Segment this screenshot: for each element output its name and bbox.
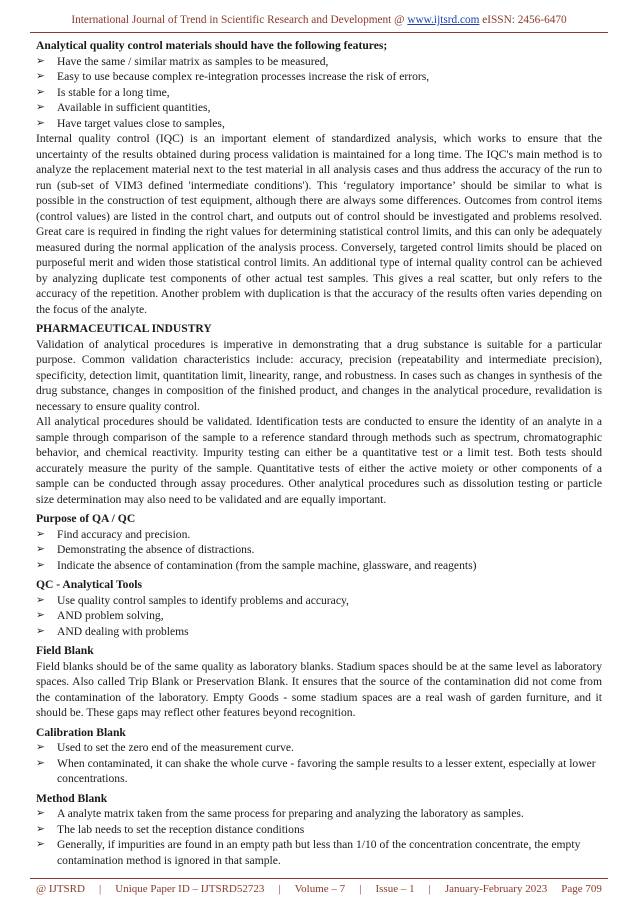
list-item [36,806,602,822]
field-blank-heading: Field Blank [36,644,94,657]
tools-list [36,593,602,640]
pharma-heading: PHARMACEUTICAL INDUSTRY [36,322,212,335]
list-item [36,608,602,624]
field-blank-paragraph: Field blanks should be of the same quality as laboratory blanks. Stadium spaces should be at the same level as laboratory spaces. Also called Trip Blank or Preservation Blank. It ensures that the source of the contamination did not come from the contamination of the laboratory. Empty Goods - some stadium spaces are a real wash of garden furniture, and it should be. These gaps may reflect other features beyond recognition. [36,659,602,719]
footer-issue: Issue – 1 [375,883,415,895]
arrow-bullet-icon: ➢ [36,742,45,753]
list-item [36,542,602,558]
list-item [36,69,602,85]
footer-volume: Volume – 7 [294,883,346,895]
list-item-text: Used to set the zero end of the measurement curve. [57,741,294,754]
pharma-paragraph-1: Validation of analytical procedures is imperative in demonstrating that a drug substance is suitable for a particular purpose. Common validation characteristics include: accuracy, precision (repeatability and intermediate precision), specificity, detection limit, quantitation limit, linearity, range, and robustness. In cases such as changes in synthesis of the drug substance, changes in composition of the finished product, and changes in the analytical procedure, revalidation is necessary to ensure quality control. [36,337,602,413]
main-content [36,38,602,868]
list-item-text: Available in sufficient quantities, [57,101,211,114]
arrow-bullet-icon: ➢ [36,823,45,835]
list-item-text: Demonstrating the absence of distractions. [57,543,255,556]
journal-name: International Journal of Trend in Scientific Research and Development @ [71,14,408,26]
arrow-bullet-icon: ➢ [36,610,45,621]
arrow-bullet-icon: ➢ [36,559,45,571]
list-item-text: When contaminated, it can shake the whole curve - favoring the sample results to a lesser extent, especially at lower concentrations. [57,756,596,785]
arrow-bullet-icon: ➢ [36,594,45,606]
iqc-paragraph: Internal quality control (IQC) is an important element of standardized analysis, which works to ensure that the uncertainty of the results obtained during process validation is maintained for a long time. The IQC's main method is to analyze the replacement material next to the test material in all analysis cases and thus address the accuracy of the run to run (sub-set of VIM3 defined 'intermediate conditions'). This ‘regulatory importance’ should be similar to what is possible in the construction of test equipment, although there are always some differences. Outcomes from control items (control values) are listed in the control chart, and outputs out of control should be investigated and problems resolved. Great care is required in finding the right values for determining statistical control limits, and this can only be adequately measured during the normal application of the analysis process. Conversely, targeted control limits should be placed on purposeful merit and widen those statistical control limits. An additional type of internal quality control can be achieved by analyzing duplicate test components of other actual test samples. This gives a real scatter, but only refers to the accuracy of the repetition. Another problem with duplication is that the accuracy of the results often varies depending on the focus of the analyte. [36,132,602,316]
list-item [36,100,602,116]
arrow-bullet-icon: ➢ [36,544,45,555]
arrow-bullet-icon: ➢ [36,808,45,819]
issn-text: eISSN: 2456-6470 [479,14,567,26]
aqc-heading: Analytical quality control materials should have the following features; [36,39,388,52]
running-footer [36,883,602,895]
list-item-text: Easy to use because complex re-integration processes increase the risk of errors, [57,70,430,83]
arrow-bullet-icon: ➢ [36,102,45,113]
footer-date: January-February 2023 [444,883,548,895]
list-item [36,54,602,70]
list-item [36,740,602,756]
list-item-text: A analyte matrix taken from the same process for preparing and analyzing the laboratory as samples. [57,807,524,820]
footer-page: Page 709 [561,883,602,895]
aqc-list [36,54,602,132]
footer-divider [30,878,608,879]
list-item-text: Generally, if impurities are found in an empty path but less than 1/10 of the concentration concentrate, the empty contamination method is ignored in that sample. [57,838,581,867]
list-item-text: Use quality control samples to identify problems and accuracy, [57,593,349,607]
footer-separator: | [99,883,102,895]
list-item [36,85,602,101]
list-item-text: Find accuracy and precision. [57,527,191,541]
arrow-bullet-icon: ➢ [36,528,45,540]
list-item-text: Have target values close to samples, [57,116,225,130]
method-blank-heading: Method Blank [36,791,108,805]
purpose-heading: Purpose of QA / QC [36,512,136,525]
list-item [36,756,602,787]
footer-separator: | [428,883,431,895]
list-item [36,624,602,640]
arrow-bullet-icon: ➢ [36,839,45,850]
list-item [36,837,602,868]
arrow-bullet-icon: ➢ [36,625,45,637]
list-item [36,527,602,543]
tools-heading: QC - Analytical Tools [36,578,142,591]
pharma-paragraph-2: All analytical procedures should be validated. Identification tests are conducted to ensure the identity of an analyte in a sample through comparison of the sample to a reference standard through methods such as spectrum, chromatographic behavior, and chemical reactivity. Impurity testing can either be a quantitative test or a limit test. Both tests should accurately measure the purity of the sample. Quantitative tests of either the active moiety or other components of a sample can be conducted through assay procedures. Other analytical procedures such as dissolution testing or particle size determination may also need to be validated and are equally important. [36,415,602,506]
footer-paper-id: Unique Paper ID – IJTSRD52723 [115,883,265,895]
list-item [36,116,602,132]
list-item-text: The lab needs to set the reception distance conditions [57,822,305,836]
list-item [36,593,602,609]
calibration-list [36,740,602,787]
running-header [0,14,638,26]
arrow-bullet-icon: ➢ [36,71,45,82]
journal-link[interactable]: www.ijtsrd.com [407,14,480,26]
arrow-bullet-icon: ➢ [36,117,45,129]
arrow-bullet-icon: ➢ [36,55,45,67]
footer-separator: | [359,883,362,895]
arrow-bullet-icon: ➢ [36,86,45,98]
header-divider [30,32,608,33]
arrow-bullet-icon: ➢ [36,757,45,769]
list-item [36,822,602,838]
purpose-list [36,527,602,574]
footer-separator: | [278,883,281,895]
list-item-text: Indicate the absence of contamination (from the sample machine, glassware, and reagents) [57,558,477,572]
footer-journal: @ IJTSRD [36,883,85,895]
list-item-text: AND problem solving, [57,609,164,622]
calibration-blank-heading: Calibration Blank [36,725,126,739]
list-item-text: Is stable for a long time, [57,85,170,99]
list-item [36,558,602,574]
list-item-text: Have the same / similar matrix as samples to be measured, [57,54,329,68]
list-item-text: AND dealing with problems [57,624,189,638]
method-list [36,806,602,868]
